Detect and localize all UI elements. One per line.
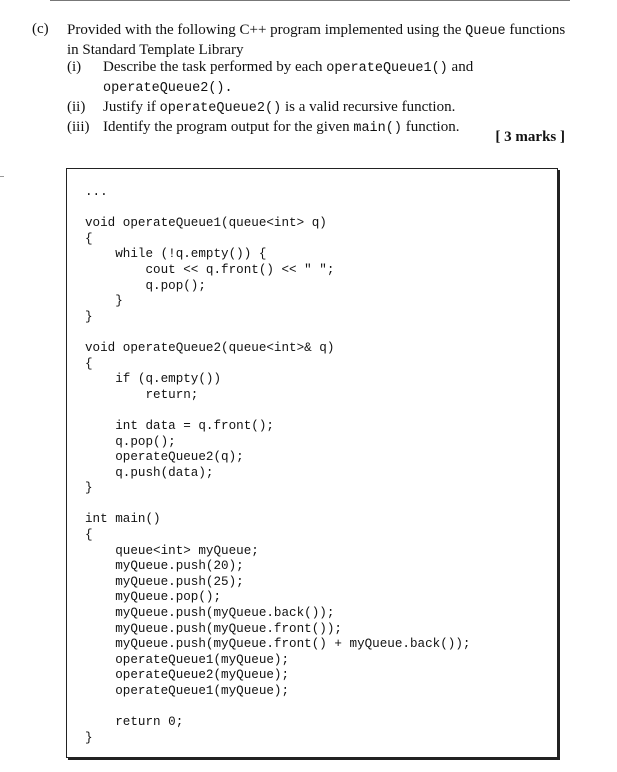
code-line: } bbox=[85, 481, 93, 496]
code-line: myQueue.push(myQueue.front()); bbox=[85, 621, 342, 636]
inline-code: operateQueue2() bbox=[159, 101, 282, 116]
code-line: } bbox=[85, 730, 93, 745]
intro-code: Queue bbox=[465, 24, 506, 39]
code-line: { bbox=[85, 231, 93, 246]
code-line: { bbox=[85, 356, 93, 371]
code-line: operateQueue2(myQueue); bbox=[85, 668, 290, 683]
part-label: (c) bbox=[32, 21, 49, 37]
code-line: q.pop(); bbox=[85, 278, 206, 293]
code-line: q.pop(); bbox=[85, 434, 176, 449]
top-divider bbox=[50, 0, 570, 1]
subquestion-number: (ii) bbox=[67, 99, 86, 115]
inline-code: main() bbox=[353, 121, 402, 136]
code-line: queue<int> myQueue; bbox=[85, 543, 259, 558]
code-line: int main() bbox=[85, 512, 161, 527]
code-line: } bbox=[85, 309, 93, 324]
code-line: myQueue.push(20); bbox=[85, 559, 244, 574]
subquestion-text bbox=[103, 58, 577, 98]
subquestion-list bbox=[67, 58, 577, 138]
code-line: while (!q.empty()) { bbox=[85, 247, 267, 262]
code-line: myQueue.push(myQueue.back()); bbox=[85, 606, 335, 621]
code-line: } bbox=[85, 294, 123, 309]
subquestion-text bbox=[103, 98, 577, 118]
code-line: myQueue.pop(); bbox=[85, 590, 222, 605]
code-line: if (q.empty()) bbox=[85, 372, 222, 387]
text-run: is a valid recursive function. bbox=[281, 99, 456, 115]
text-run: Justify if bbox=[103, 99, 160, 115]
subquestion-item bbox=[67, 98, 577, 118]
code-listing bbox=[85, 185, 470, 746]
text-run: and bbox=[447, 59, 474, 75]
code-line: q.push(data); bbox=[85, 465, 214, 480]
code-line: myQueue.push(myQueue.front() + myQueue.back()); bbox=[85, 637, 471, 652]
code-line: operateQueue2(q); bbox=[85, 450, 244, 465]
code-line: return 0; bbox=[85, 715, 184, 730]
code-line: cout << q.front() << " "; bbox=[85, 262, 335, 277]
inline-code: operateQueue2(). bbox=[103, 81, 233, 96]
intro-suffix: functions in Standard Template Library bbox=[67, 22, 566, 58]
margin-mark bbox=[0, 176, 4, 177]
inline-code: operateQueue1() bbox=[326, 61, 448, 76]
subquestion-number: (i) bbox=[67, 59, 82, 75]
intro-prefix: Provided with the following C++ program implemented using the bbox=[67, 22, 466, 38]
code-line: int data = q.front(); bbox=[85, 418, 274, 433]
code-line: operateQueue1(myQueue); bbox=[85, 684, 290, 698]
text-run: Describe the task performed by each bbox=[103, 59, 327, 75]
code-line: operateQueue1(myQueue); bbox=[85, 652, 290, 667]
subquestion-item bbox=[67, 58, 577, 98]
code-line: return; bbox=[85, 387, 199, 402]
code-line: myQueue.push(25); bbox=[85, 574, 244, 589]
code-box bbox=[66, 168, 558, 758]
code-line: ... bbox=[85, 185, 108, 199]
text-run: Identify the program output for the given bbox=[103, 119, 354, 135]
code-line: void operateQueue2(queue<int>& q) bbox=[85, 340, 335, 355]
question-intro bbox=[67, 21, 577, 59]
marks-label: [ 3 marks ] bbox=[495, 129, 565, 145]
code-line: { bbox=[85, 528, 93, 543]
text-run: function. bbox=[401, 119, 460, 135]
code-line: void operateQueue1(queue<int> q) bbox=[85, 216, 327, 231]
subquestion-number: (iii) bbox=[67, 119, 90, 135]
